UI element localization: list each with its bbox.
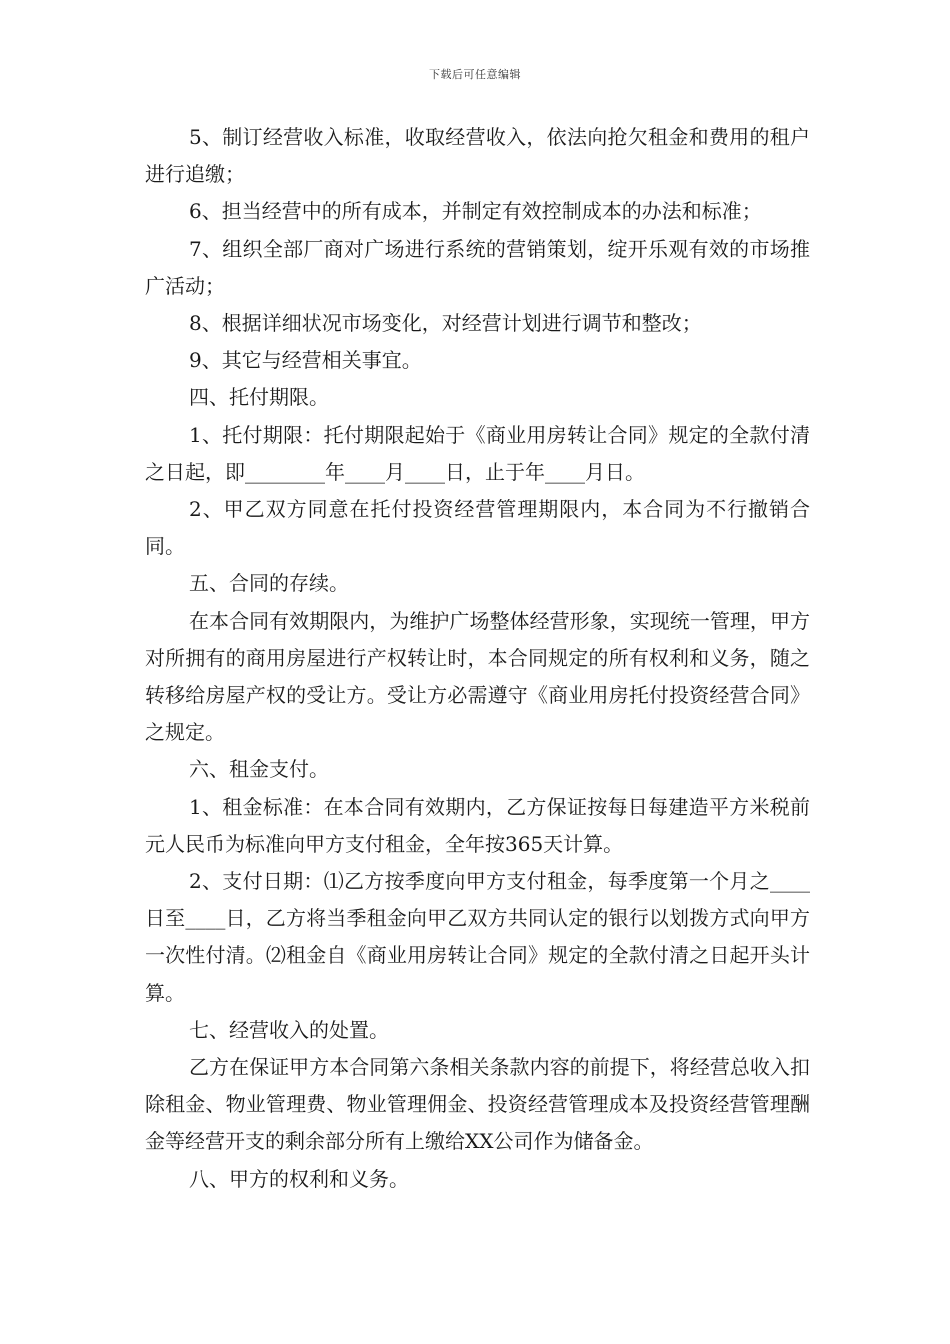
paragraph-item-8: 8、根据详细状况市场变化，对经营计划进行调节和整改； <box>189 311 702 336</box>
section-heading-4: 四、托付期限。 <box>189 385 329 410</box>
document-body <box>145 119 810 1198</box>
paragraph-item-7: 7、组织全部厂商对广场进行系统的营销策划，绽开乐观有效的市场推广活动； <box>145 236 810 298</box>
paragraph-rent-standard: 1、租金标准：在本合同有效期内，乙方保证按每日每建造平方米税前元人民币为标准向甲方支付租金，全年按365天计算。 <box>145 794 810 856</box>
paragraph-term-2: 2、甲乙双方同意在托付投资经营管理期限内，本合同为不行撤销合同。 <box>145 497 810 559</box>
section-heading-6: 六、租金支付。 <box>189 757 329 782</box>
page-header: 下载后可任意编辑 <box>429 68 521 81</box>
paragraph-item-9: 9、其它与经营相关事宜。 <box>189 348 422 373</box>
paragraph-term-1: 1、托付期限：托付期限起始于《商业用房转让合同》规定的全款付清之日起，即________年____月____日，止于年____月日。 <box>145 422 810 484</box>
section-heading-8: 八、甲方的权利和义务。 <box>189 1166 409 1191</box>
paragraph-continuation: 在本合同有效期限内，为维护广场整体经营形象，实现统一管理，甲方对所拥有的商用房屋进行产权转让时，本合同规定的所有权利和义务，随之转移给房屋产权的受让方。受让方必需遵守《商业用房托付投资经营合同》之规定。 <box>145 608 810 745</box>
section-heading-5: 五、合同的存续。 <box>189 571 349 596</box>
paragraph-payment-date: 2、支付日期：⑴乙方按季度向甲方支付租金，每季度第一个月之____日至____日，乙方将当季租金向甲乙双方共同认定的银行以划拨方式向甲方一次性付清。⑵租金自《商业用房转让合同》规定的全款付清之日起开头计算。 <box>145 869 810 1005</box>
paragraph-income-disposal: 乙方在保证甲方本合同第六条相关条款内容的前提下，将经营总收入扣除租金、物业管理费、物业管理佣金、投资经营管理成本及投资经营管理酬金等经营开支的剩余部分所有上缴给XX公司作为储备金。 <box>145 1055 810 1154</box>
paragraph-item-6: 6、担当经营中的所有成本，并制定有效控制成本的办法和标准； <box>189 199 762 224</box>
paragraph-item-5: 5、制订经营收入标准，收取经营收入，依法向抢欠租金和费用的租户进行追缴； <box>145 125 810 187</box>
section-heading-7: 七、经营收入的处置。 <box>189 1017 389 1042</box>
